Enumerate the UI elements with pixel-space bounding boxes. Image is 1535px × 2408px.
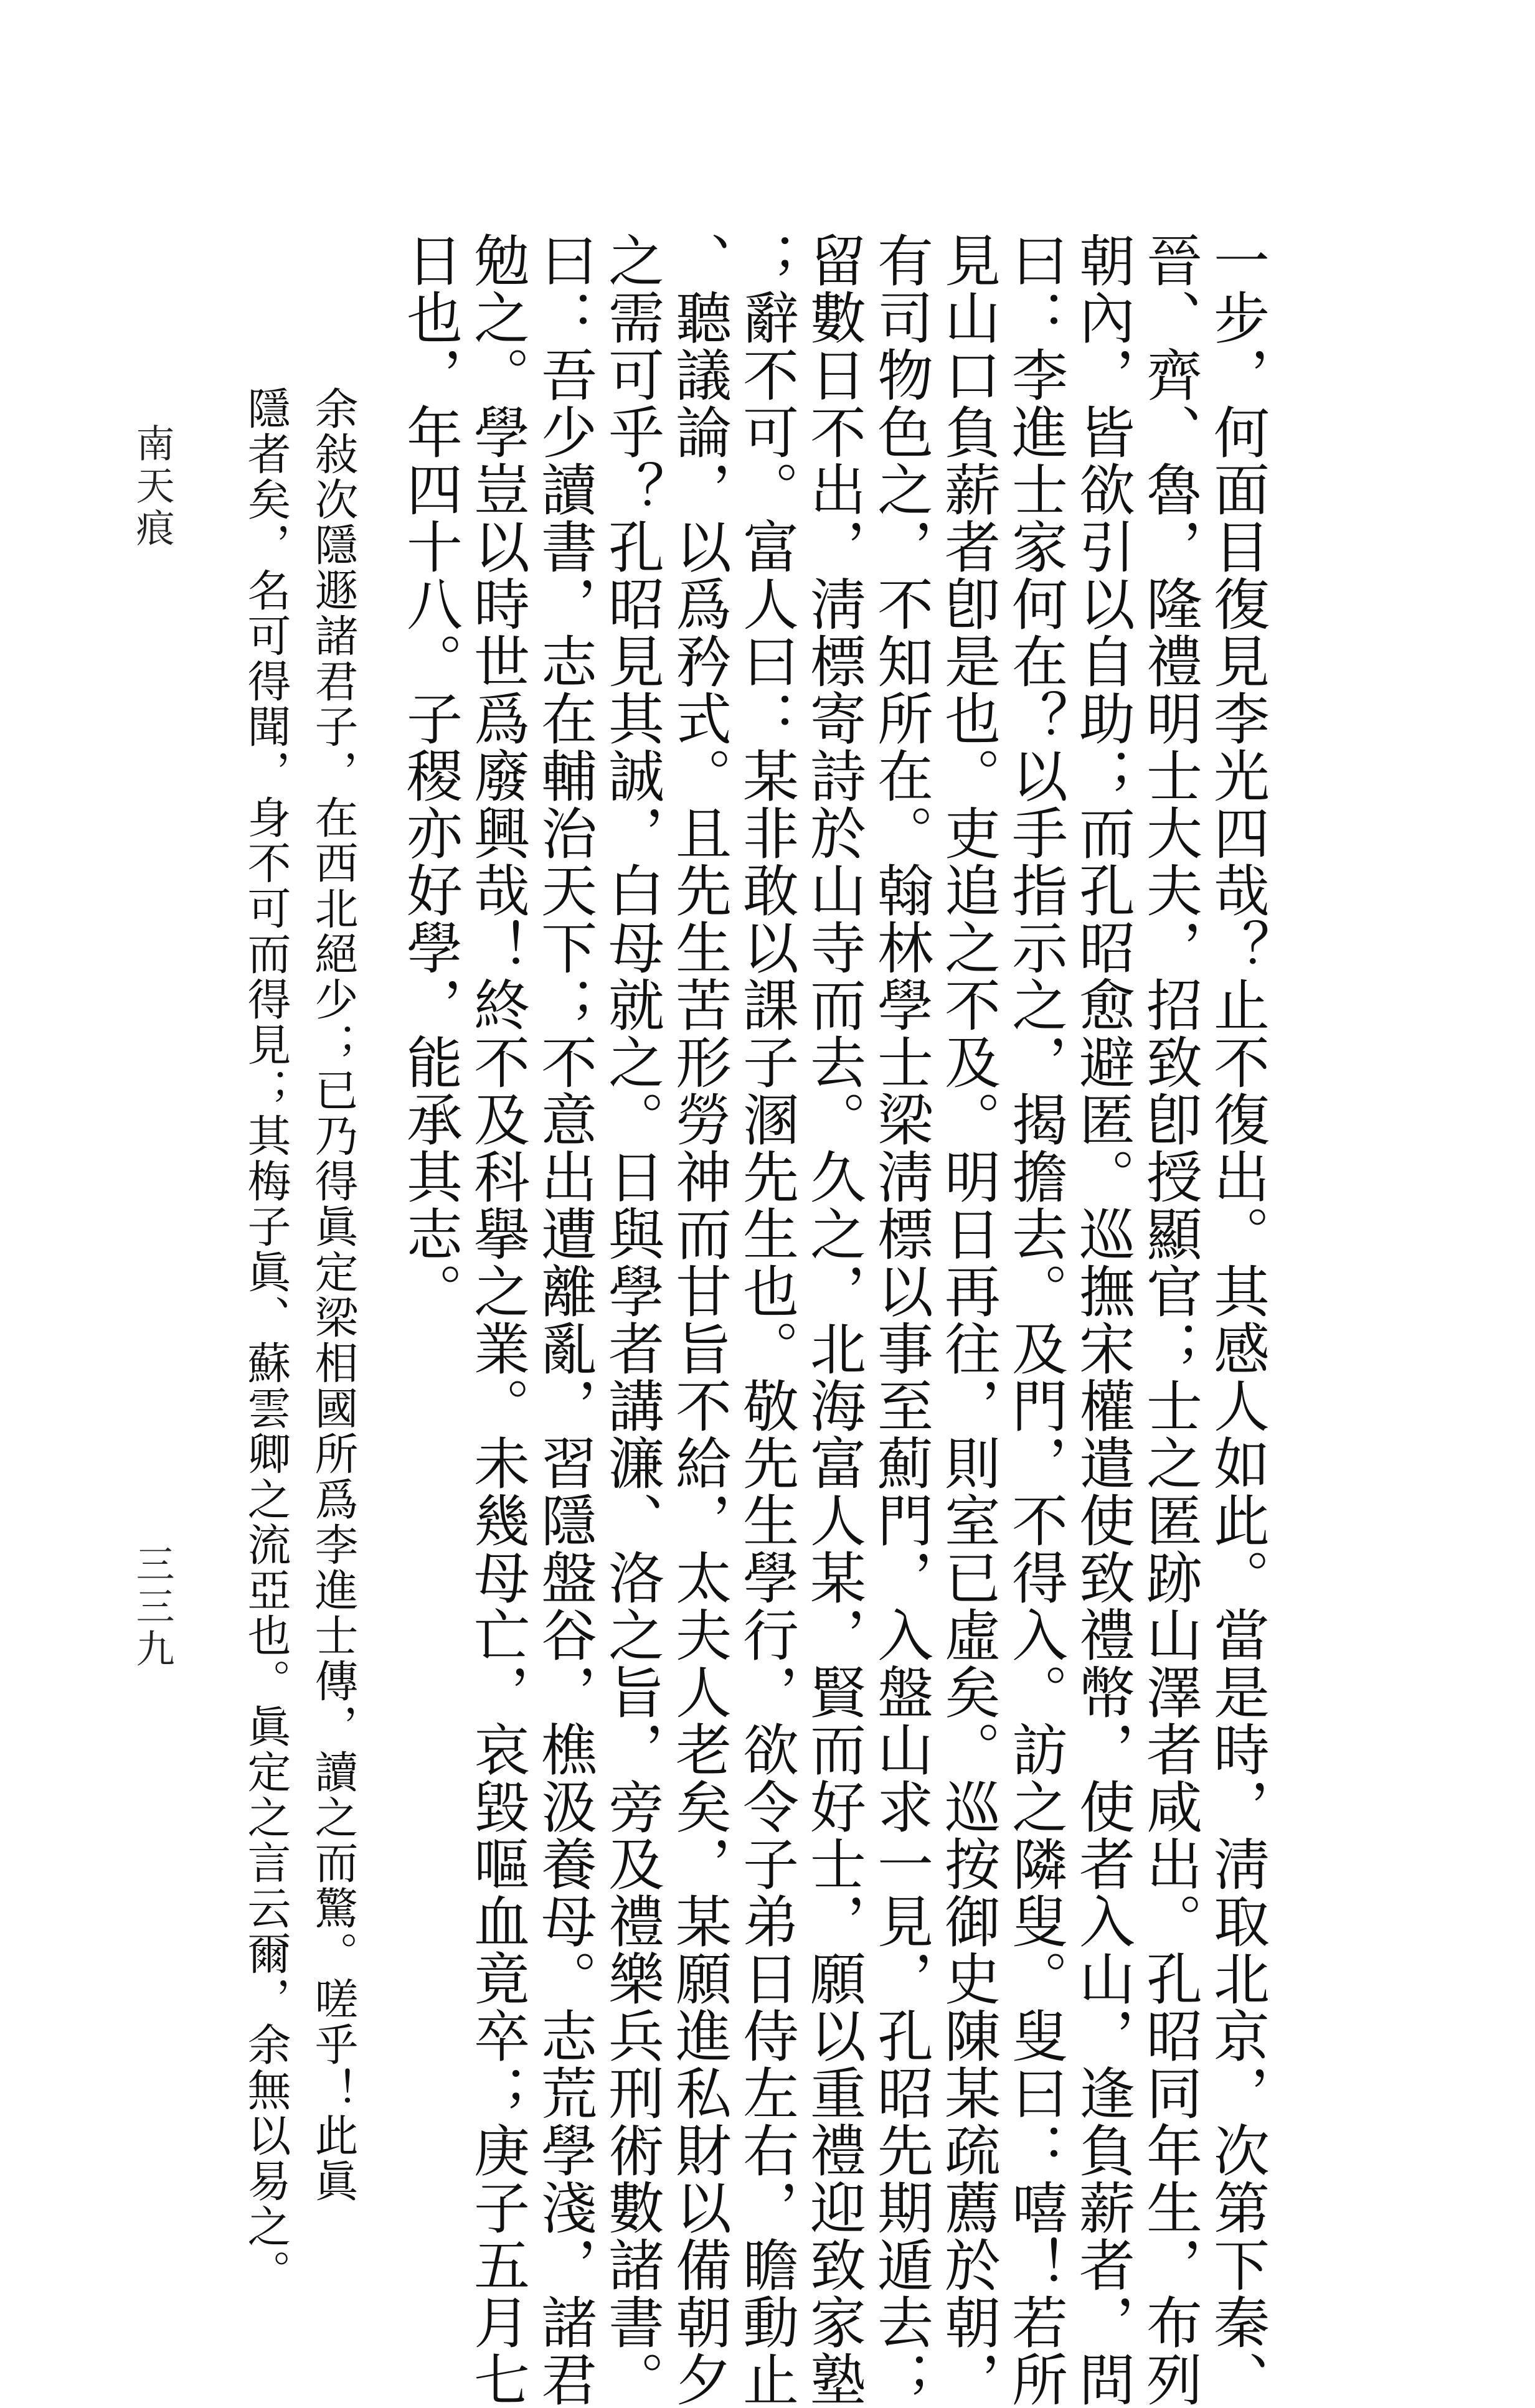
note-column: 余敍次隱遯諸君子，在西北絕少；已乃得眞定梁相國所爲李進士傳，讀之而驚。嗟乎！此眞: [308, 386, 359, 2204]
text-column: 、聽議論，以爲矜式。且先生苦形勞神而甘旨不給，太夫人老矣，某願進私財以備朝夕: [666, 232, 731, 2408]
running-title: 南天痕: [130, 423, 175, 550]
text-column: 勉之。學豈以時世爲廢興哉！終不及科擧之業。未幾母亡，哀毀嘔血竟卒；庚子五月七: [464, 232, 529, 2408]
text-column: 日也，年四十八。子稷亦好學，能承其志。: [397, 232, 462, 1320]
text-column: 之需可乎？孔昭見其誠，白母就之。日與學者講濂、洛之旨，旁及禮樂兵刑術數諸書。: [598, 232, 664, 2408]
text-column: 一步，何面目復見李光四哉？止不復出。其感人如此。當是時，淸取北京，次第下秦、: [1204, 232, 1269, 2408]
text-column: ；辭不可。富人曰：某非敢以課子溷先生也。敬先生學行，欲令子弟日侍左右，瞻動止: [733, 232, 798, 2408]
text-column: 朝內，皆欲引以自助；而孔昭愈避匿。巡撫宋權遣使致禮幣，使者入山，逢負薪者，問: [1069, 232, 1135, 2408]
text-column: 晉、齊、魯，隆禮明士大夫，招致卽授顯官；士之匿跡山澤者咸出。孔昭同年生，布列: [1136, 232, 1202, 2408]
text-column: 留數日不出，淸標寄詩於山寺而去。久之，北海富人某，賢而好士，願以重禮迎致家塾: [800, 232, 866, 2408]
text-column: 見山口負薪者卽是也。吏追之不及。明日再往，則室已虛矣。巡按御史陳某疏薦於朝，: [935, 232, 1000, 2408]
text-column: 有司物色之，不知所在。翰林學士梁淸標以事至薊門，入盤山求一見，孔昭先期遁去；: [867, 232, 933, 2408]
note-column: 隱者矣，名可得聞，身不可而得見；其梅子眞、蘇雲卿之流亞也。眞定之言云爾，余無以易之。: [240, 386, 291, 2295]
page-number: 三三九: [130, 1544, 175, 1671]
text-column: 曰：李進士家何在？以手指示之，揭擔去。及門，不得入。訪之隣叟。叟曰：嘻！若所: [1002, 232, 1067, 2408]
text-column: 曰：吾少讀書，志在輔治天下；不意出遭離亂，習隱盤谷，樵汲養母。志荒學淺，諸君: [531, 232, 597, 2408]
